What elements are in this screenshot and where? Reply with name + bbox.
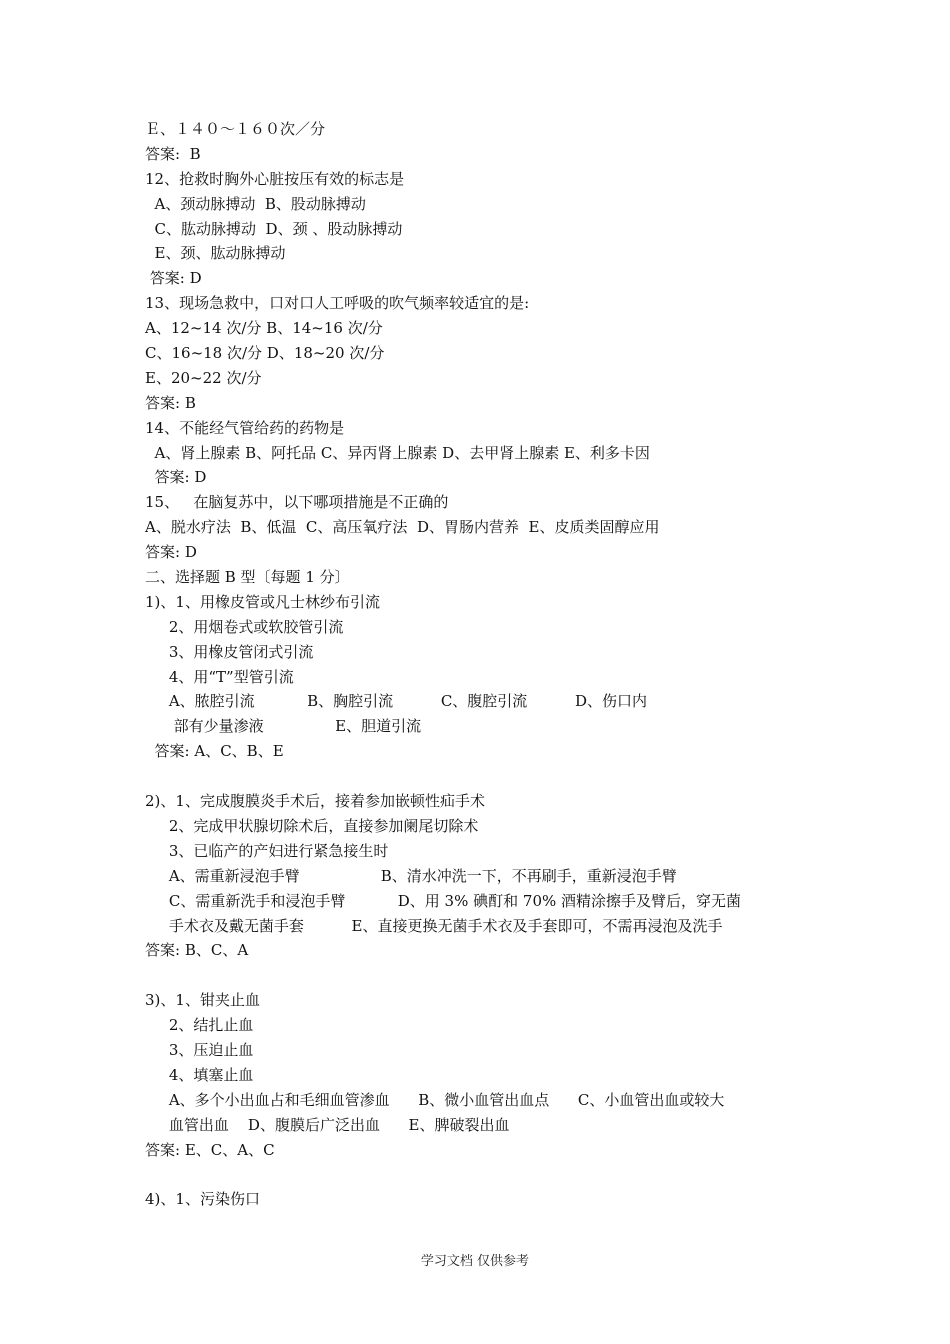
text-line: 4、填塞止血: [145, 1065, 254, 1084]
text-line: 15、 在脑复苏中，以下哪项措施是不正确的: [145, 493, 449, 512]
text-line: A、肾上腺素 B、阿托品 C、异丙肾上腺素 D、去甲肾上腺素 E、利多卡因: [145, 443, 650, 462]
document-body: [145, 117, 815, 1212]
blank-line: [145, 963, 815, 988]
text-line: 3、压迫止血: [145, 1040, 254, 1059]
text-line: C、肱动脉搏动 D、颈 、股动脉搏动: [145, 219, 403, 238]
text-line: 14、不能经气管给药的药物是: [145, 418, 345, 437]
text-line: A、脓腔引流 B、胸腔引流 C、腹腔引流 D、伤口内: [145, 692, 648, 711]
text-line: 部有少量渗液 E、胆道引流: [145, 717, 422, 736]
text-line: 2、用烟卷式或软胶管引流: [145, 617, 344, 636]
text-line: E、颈、肱动脉搏动: [145, 244, 286, 263]
text-line: 答案: B、C、A: [145, 941, 249, 960]
text-line: 答案: D: [145, 543, 197, 562]
text-line: A、颈动脉搏动 B、股动脉搏动: [145, 194, 366, 213]
text-line: 13、现场急救中，口对口人工呼吸的吹气频率较适宜的是:: [145, 294, 530, 313]
text-line: 2、完成甲状腺切除术后，直接参加阑尾切除术: [145, 816, 479, 835]
blank-line: [145, 1162, 815, 1187]
text-line: 2)、1、完成腹膜炎手术后，接着参加嵌顿性疝手术: [145, 792, 485, 811]
text-line: 答案: B: [145, 144, 201, 163]
text-line: 血管出血 D、腹膜后广泛出血 E、脾破裂出血: [145, 1115, 510, 1134]
text-line: C、16~18 次/分 D、18~20 次/分: [145, 344, 385, 363]
text-line: A、12~14 次/分 B、14~16 次/分: [145, 319, 383, 338]
text-line: 答案: B: [145, 393, 196, 412]
text-line: 4)、1、污染伤口: [145, 1190, 260, 1209]
text-line: 3、已临产的产妇进行紧急接生时: [145, 841, 389, 860]
text-line: 答案: D: [145, 468, 207, 487]
text-line: Ｅ、１４０～１６０次／分: [145, 120, 326, 138]
text-line: 4、用“T”型管引流: [145, 667, 294, 686]
text-line: 3、用橡皮管闭式引流: [145, 642, 314, 661]
text-line: 答案: E、C、A、C: [145, 1140, 275, 1159]
text-line: 答案: A、C、B、E: [145, 742, 284, 761]
page-footer: 学习文档 仅供参考: [420, 1254, 530, 1269]
text-line: 2、结扎止血: [145, 1016, 254, 1035]
blank-line: [145, 764, 815, 789]
text-line: A、多个小出血占和毛细血管渗血 B、微小血管出血点 C、小血管出血或较大: [145, 1090, 725, 1109]
text-line: 1)、1、用橡皮管或凡士林纱布引流: [145, 592, 380, 611]
text-line: A、脱水疗法 B、低温 C、高压氧疗法 D、胃肠内营养 E、皮质类固醇应用: [145, 518, 660, 537]
text-line: A、需重新浸泡手臂 B、清水冲洗一下，不再刷手，重新浸泡手臂: [145, 866, 677, 885]
text-line: 答案: D: [145, 269, 202, 288]
text-line: 二、选择题 B 型〔每题 1 分〕: [145, 568, 350, 587]
text-line: 手术衣及戴无菌手套 E、直接更换无菌手术衣及手套即可，不需再浸泡及洗手: [145, 916, 723, 935]
text-line: E、20~22 次/分: [145, 368, 262, 387]
text-line: 12、抢救时胸外心脏按压有效的标志是: [145, 169, 405, 188]
text-line: C、需重新洗手和浸泡手臂 D、用 3% 碘酊和 70% 酒精涂擦手及臂后，穿无菌: [145, 891, 742, 910]
text-line: 3)、1、钳夹止血: [145, 991, 260, 1010]
